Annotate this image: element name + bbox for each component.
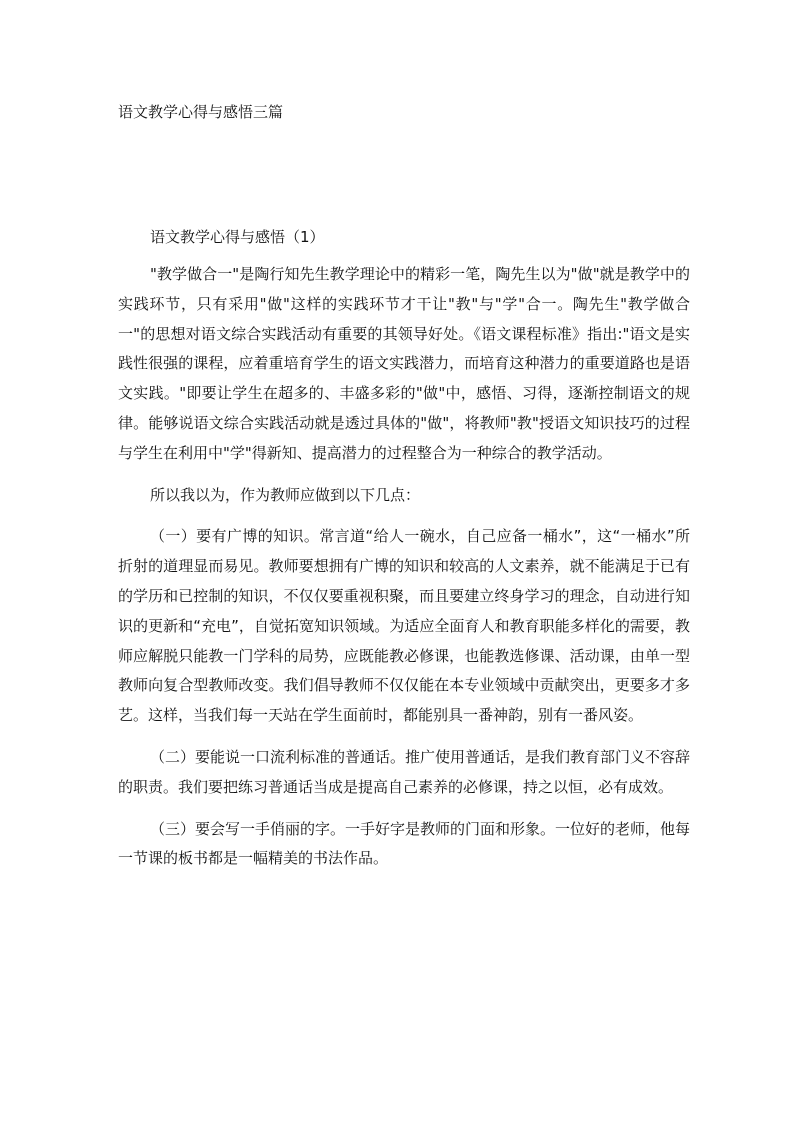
paragraph-point-3: （三）要会写一手俏丽的字。一手好字是教师的门面和形象。一位好的老师，他每一节课的板书都是一幅精美的书法作品。	[118, 819, 691, 868]
paragraph-point-2: （二）要能说一口流利标准的普通话。推广使用普通话，是我们教育部门义不容辞的职责。我们要把练习普通话当成是提高自己素养的必修课，持之以恒，必有成效。	[118, 747, 691, 796]
document-title: 语文教学心得与感悟三篇	[118, 103, 284, 121]
document-body	[118, 226, 690, 886]
paragraph-summary: 所以我以为，作为教师应做到以下几点：	[150, 485, 421, 504]
paragraph-intro: "教学做合一"是陶行知先生教学理论中的精彩一笔，陶先生以为"做"就是教学中的实践环节，只有采用"做"这样的实践环节才干让"教"与"学"合一。陶先生"教学做合一"的思想对语文综合实践活动有重要的其领导好处。《语文课程标准》指出:"语文是实践性很强的课程，应着重培育学生的语文实践潜力，而培育这种潜力的重要道路也是语文实践。"即要让学生在超多的、丰盛多彩的"做"中，感悟、习得，逐渐控制语文的规律。能够说语文综合实践活动就是透过具体的"做"，将教师"教"授语文知识技巧的过程与学生在利用中"学"得新知、提高潜力的过程整合为一种综合的教学活动。	[118, 265, 690, 462]
paragraph-point-1: （一）要有广博的知识。常言道“给人一碗水，自己应备一桶水”，这“一桶水”所折射的道理显而易见。教师要想拥有广博的知识和较高的人文素养，就不能满足于已有的学历和已控制的知识，不仅仅要重视积聚，而且要建立终身学习的理念，自动进行知识的更新和“充电”，自觉拓宽知识领域。为适应全面育人和教育职能多样化的需要，教师应解脱只能教一门学科的局势，应既能教必修课，也能教选修课、活动课，由单一型教师向复合型教师改变。我们倡导教师不仅仅能在本专业领域中贡献突出，更要多才多艺。这样，当我们每一天站在学生面前时，都能别具一番神韵，别有一番风姿。	[118, 527, 690, 725]
section-heading: 语文教学心得与感悟（1）	[150, 228, 325, 246]
